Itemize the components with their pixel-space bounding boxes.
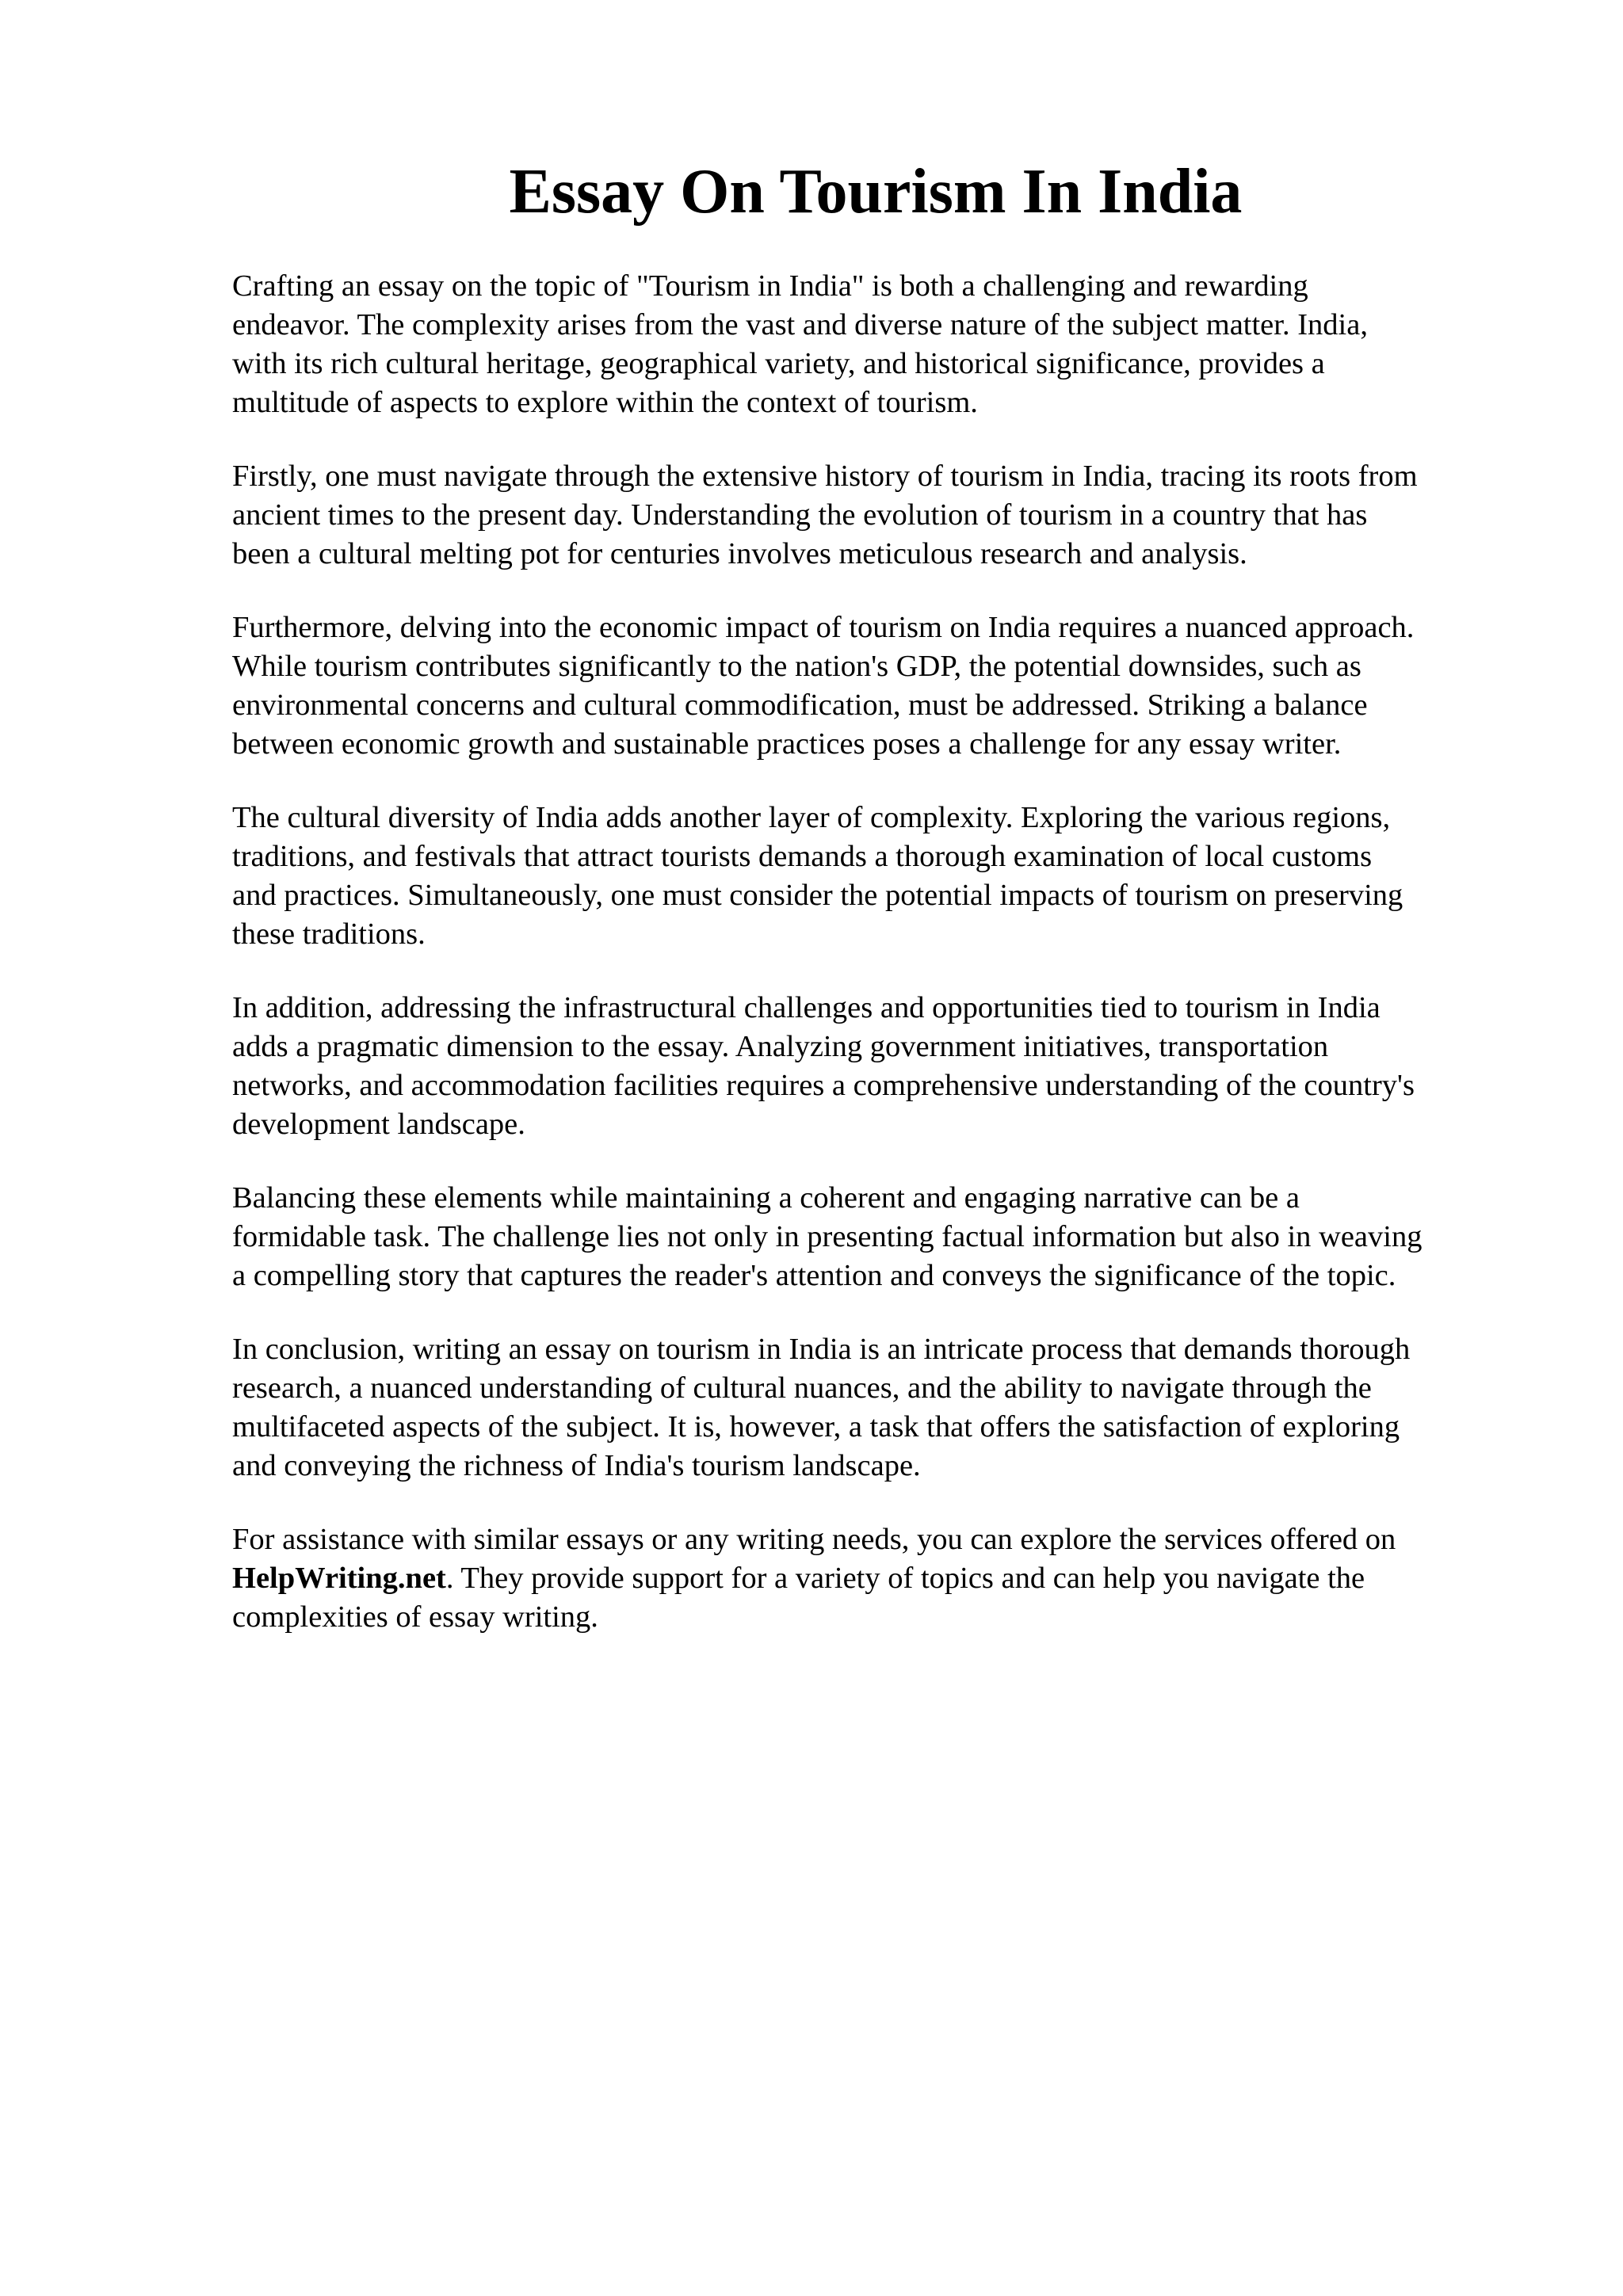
closing-text-before: For assistance with similar essays or any writing needs, you can explore the services offered on xyxy=(232,1523,1396,1556)
essay-body xyxy=(232,267,1532,1672)
paragraph-balancing: Balancing these elements while maintaining a coherent and engaging narrative can be a formidable task. The challenge lies not only in presenting factual information but also in weaving a compelling story that captures the reader's attention and conveys the significance of the topic. xyxy=(232,1181,1423,1292)
closing-text-after: . They provide support for a variety of topics and can help you navigate the complexities of essay writing. xyxy=(232,1562,1365,1634)
paragraph-closing xyxy=(232,1520,1532,1637)
paragraph-conclusion: In conclusion, writing an essay on tourism in India is an intricate process that demands thorough research, a nuanced understanding of cultural nuances, and the ability to navigate through the multifaceted aspects of the subject. It is, however, a task that offers the satisfaction of exploring and conveying the richness of India's tourism landscape. xyxy=(232,1333,1411,1482)
page-title: Essay On Tourism In India xyxy=(509,157,1243,227)
paragraph-economic-impact: Furthermore, delving into the economic impact of tourism on India requires a nuanced approach. While tourism contributes significantly to the nation's GDP, the potential downsides, such as environmental concerns and cultural commodification, must be addressed. Striking a balance between economic growth and sustainable practices poses a challenge for any essay writer. xyxy=(232,611,1415,761)
paragraph-infrastructure: In addition, addressing the infrastructural challenges and opportunities tied to tourism in India adds a pragmatic dimension to the essay. Analyzing government initiatives, transportation networks, and accommodation facilities requires a comprehensive understanding of the country's development landscape. xyxy=(232,991,1415,1141)
paragraph-intro: Crafting an essay on the topic of "Tourism in India" is both a challenging and rewarding endeavor. The complexity arises from the vast and diverse nature of the subject matter. India, with its rich cultural heritage, geographical variety, and historical significance, provides a multitude of aspects to explore within the context of tourism. xyxy=(232,269,1368,419)
paragraph-history: Firstly, one must navigate through the extensive history of tourism in India, tracing its roots from ancient times to the present day. Understanding the evolution of tourism in a country that has been a cultural melting pot for centuries involves meticulous research and analysis. xyxy=(232,460,1418,570)
paragraph-cultural-diversity: The cultural diversity of India adds another layer of complexity. Exploring the various regions, traditions, and festivals that attract tourists demands a thorough examination of local customs and practices. Simultaneously, one must consider the potential impacts of tourism on preserving these traditions. xyxy=(232,801,1403,951)
helpwriting-link[interactable]: HelpWriting.net xyxy=(232,1562,446,1595)
